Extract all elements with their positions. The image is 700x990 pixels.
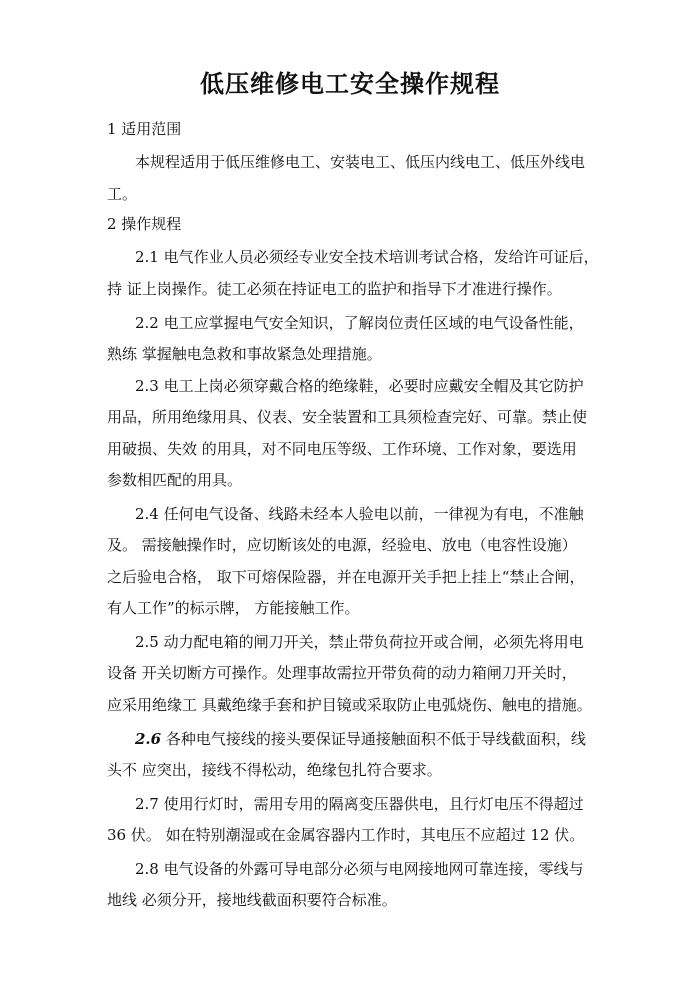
item-number: 2.5: [135, 633, 159, 651]
item-2-5-line-3: 应采用绝缘工 具戴绝缘手套和护目镜或采取防止电弧烧伤、触电的措施。: [107, 696, 592, 714]
item-2-8-line-1: [135, 858, 584, 880]
item-2-5-line-1: [135, 631, 584, 653]
item-text: 电气设备的外露可导电部分必须与电网接地网可靠连接，零线与: [163, 860, 584, 878]
item-2-1-line-2: 持 证上岗操作。徒工必须在持证电工的监护和指导下才准进行操作。: [107, 280, 562, 298]
item-2-4-line-2: 及。 需接触操作时，应切断该处的电源，经验电、放电（电容性设施）: [107, 536, 577, 554]
item-number: 2.7: [135, 795, 159, 813]
section-1-heading: 1 适用范围: [107, 120, 182, 138]
item-2-4-line-3: 之后验电合格， 取下可熔保险器，并在电源开关手把上挂上“禁止合闸，: [107, 568, 585, 586]
page-title: 低压维修电工安全操作规程: [200, 69, 500, 98]
section-1-line-2: 工。: [107, 185, 138, 203]
item-number: 2.6: [135, 730, 162, 748]
item-text: 电工应掌握电气安全知识，了解岗位责任区域的电气设备性能，: [163, 314, 584, 332]
item-2-2-line-1: [135, 312, 584, 334]
item-number: 2.3: [135, 377, 159, 395]
item-2-3-line-2: 用品，所用绝缘用具、仪表、安全装置和工具须检查完好、可靠。禁止使: [107, 408, 588, 426]
item-text: 使用行灯时，需用专用的隔离变压器供电，且行灯电压不得超过: [163, 795, 584, 813]
item-2-8-line-2: 地线 必须分开，接地线截面积要符合标准。: [107, 891, 397, 909]
item-2-4-line-4: 有人工作”的标示牌， 方能接触工作。: [107, 599, 360, 617]
section-1-line-1: 本规程适用于低压维修电工、安装电工、低压内线电工、低压外线电: [135, 153, 586, 171]
item-text: 动力配电箱的闸刀开关，禁止带负荷拉开或合闸，必须先将用电: [163, 633, 584, 651]
section-2-heading: 2 操作规程: [107, 215, 182, 233]
item-2-7-line-2: 36 伏。 如在特别潮湿或在金属容器内工作时，其电压不应超过 12 伏。: [107, 826, 585, 844]
item-2-1-line-1: [135, 246, 599, 268]
item-2-3-line-3: 用破损、失效 的用具，对不同电压等级、工作环境、工作对象，要选用: [107, 440, 577, 458]
item-text: 电工上岗必须穿戴合格的绝缘鞋，必要时应戴安全帽及其它防护: [163, 377, 584, 395]
item-2-7-line-1: [135, 793, 584, 815]
item-number: 2.8: [135, 860, 159, 878]
item-text: 任何电气设备、线路未经本人验电以前，一律视为有电，不准触: [163, 505, 584, 523]
item-text: 各种电气接线的接头要保证导通接触面积不低于导线截面积，线: [165, 730, 586, 748]
item-number: 2.4: [135, 505, 159, 523]
item-2-6-line-1: [135, 728, 586, 750]
item-2-3-line-1: [135, 375, 584, 397]
item-2-3-line-4: 参数相匹配的用具。: [107, 471, 243, 489]
item-text: 电气作业人员必须经专业安全技术培训考试合格，发给许可证后，: [163, 248, 599, 266]
item-number: 2.2: [135, 314, 159, 332]
item-2-4-line-1: [135, 503, 584, 525]
item-2-6-line-2: 头不 应突出，接线不得松动，绝缘包扎符合要求。: [107, 761, 442, 779]
item-2-2-line-2: 熟练 掌握触电急救和事故紧急处理措施。: [107, 345, 382, 363]
item-number: 2.1: [135, 248, 159, 266]
item-2-5-line-2: 设备 开关切断方可操作。处理事故需拉开带负荷的动力箱闸刀开关时，: [107, 664, 577, 682]
